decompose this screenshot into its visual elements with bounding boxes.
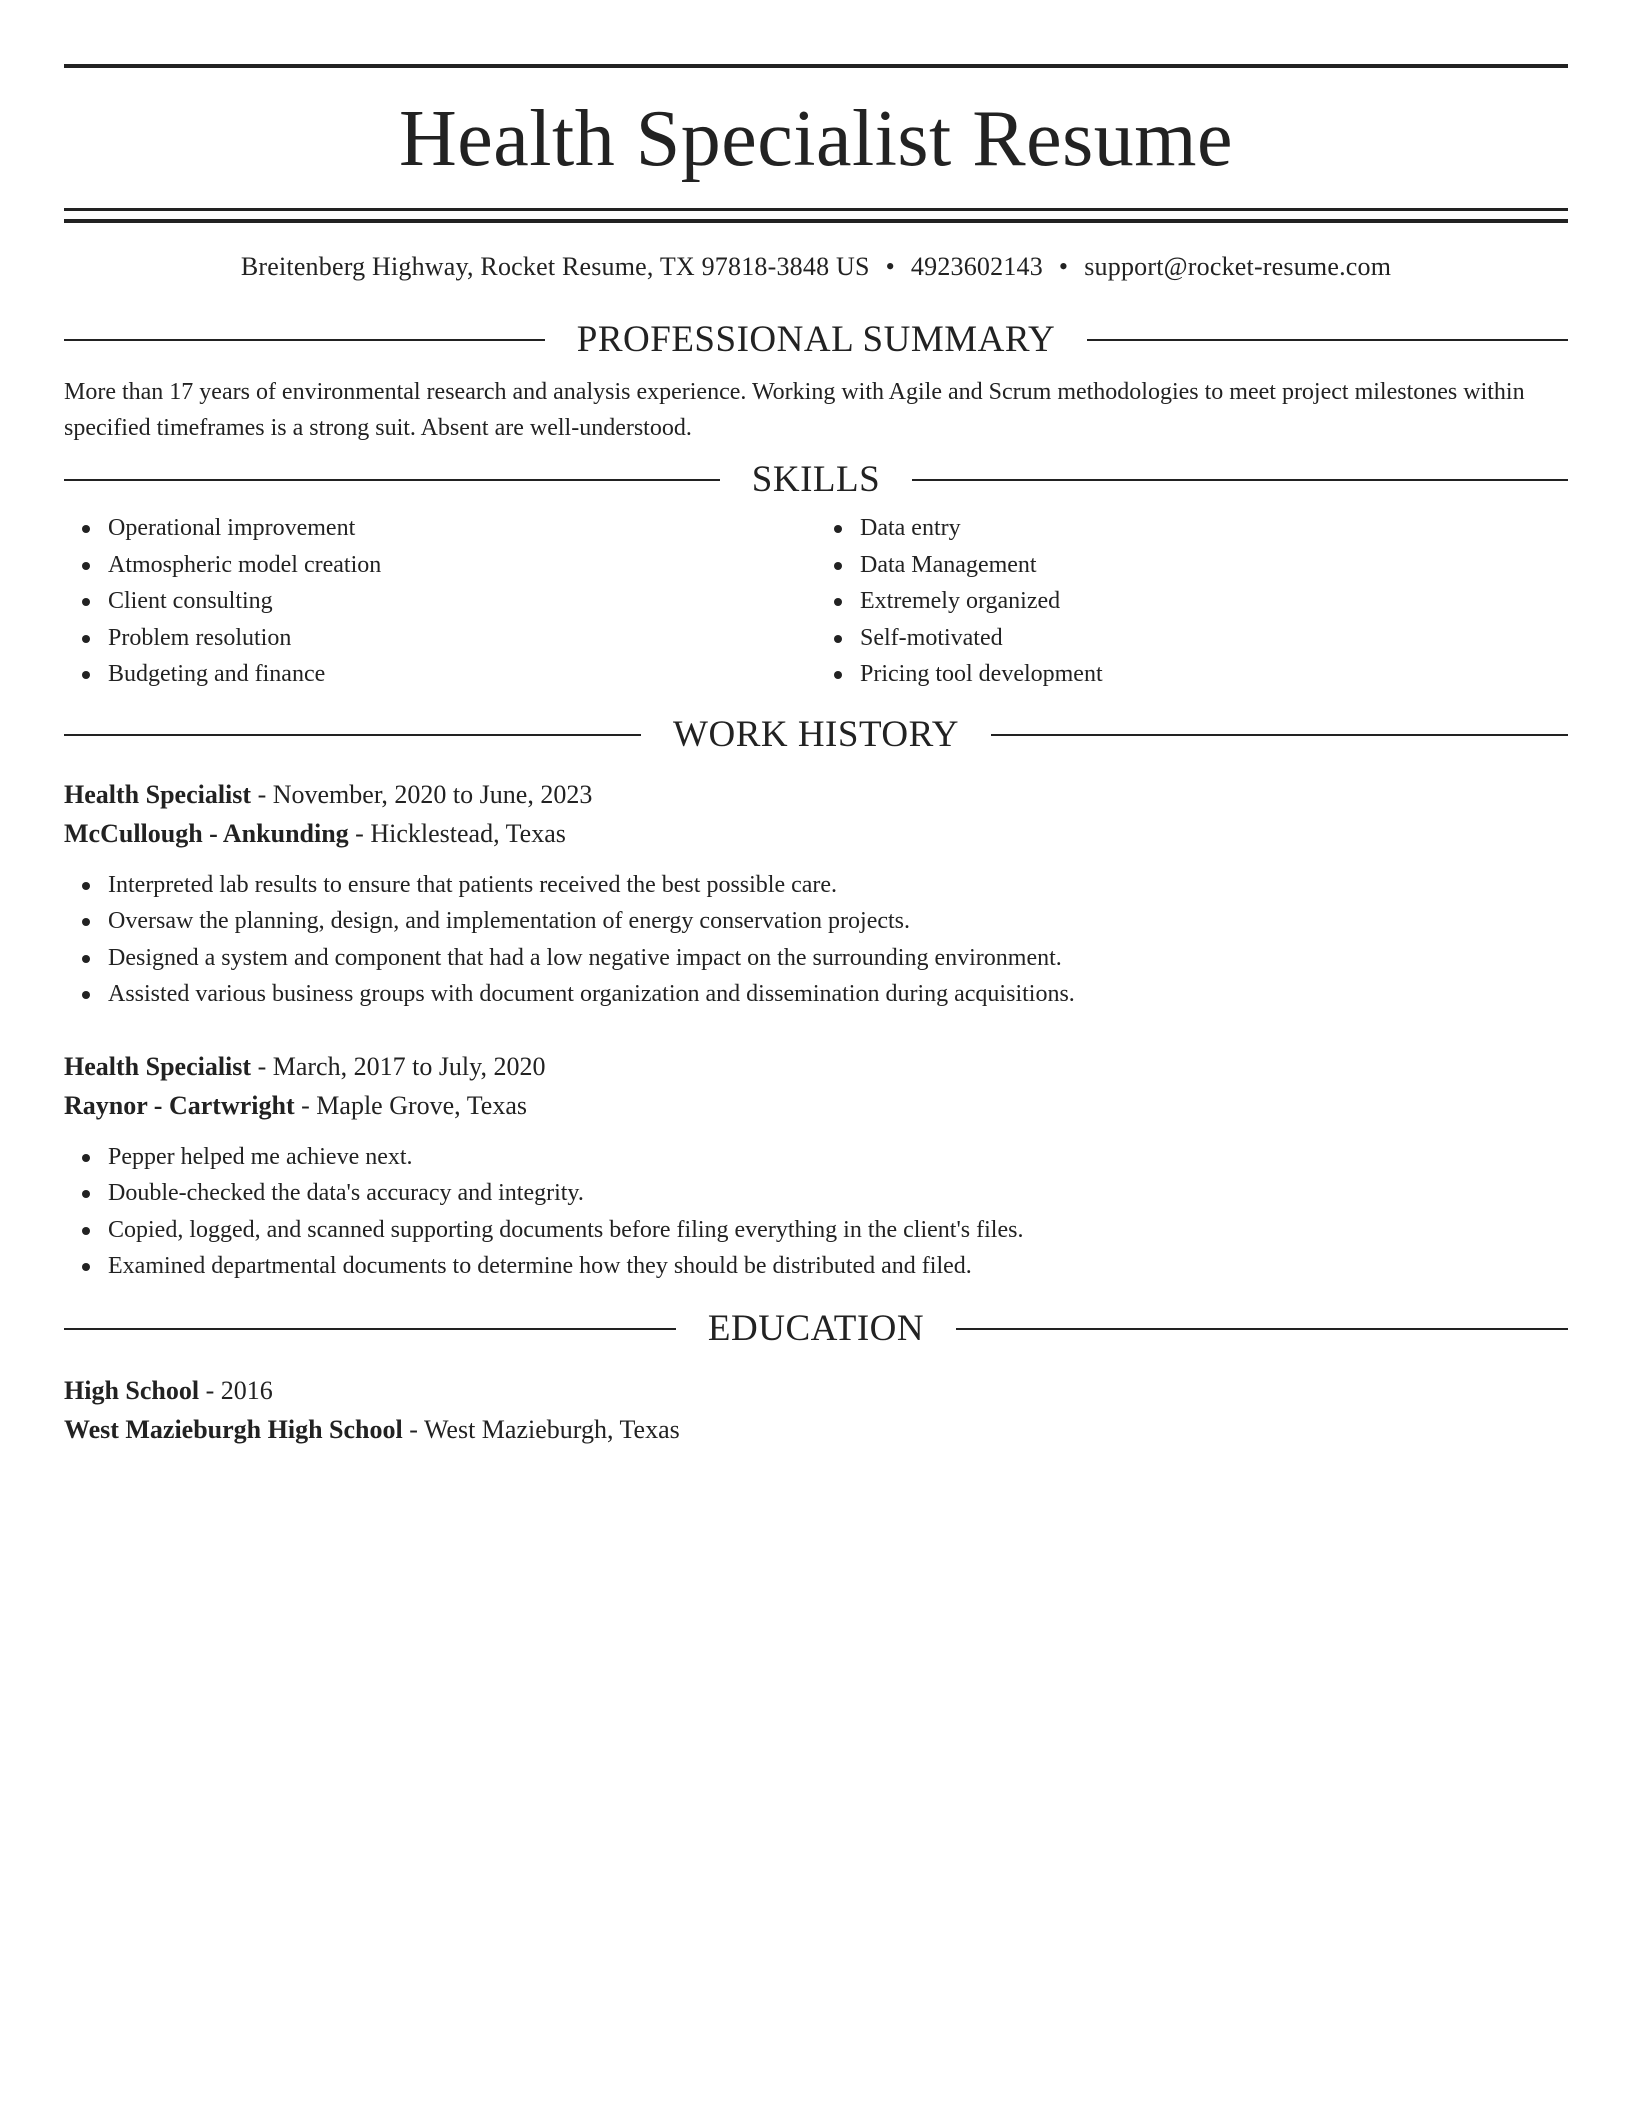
heading-rule (64, 1328, 676, 1330)
education-section-heading (64, 1309, 1568, 1349)
education-degree: High School (64, 1375, 200, 1405)
education-entry (64, 1371, 1568, 1449)
dash: - (402, 1414, 424, 1444)
job-bullet: Designed a system and component that had a low negative impact on the surrounding environment. (108, 940, 1568, 977)
dash: - (251, 1051, 273, 1081)
skills-section-heading (64, 460, 1568, 500)
skill-item: Problem resolution (108, 620, 806, 657)
job-bullets (64, 867, 1568, 1013)
heading-rule (956, 1328, 1568, 1330)
education-heading-label: EDUCATION (707, 1307, 925, 1349)
dash: - (294, 1090, 317, 1120)
skills-list (64, 510, 1568, 693)
header-top-rule (64, 64, 1568, 68)
education-year: 2016 (220, 1375, 273, 1405)
dash: - (251, 779, 273, 809)
job-company-line (64, 1086, 1568, 1125)
job-entry (64, 775, 1568, 1013)
contact-separator: • (1058, 252, 1069, 281)
job-bullet: Copied, logged, and scanned supporting documents before filing everything in the client's files. (108, 1212, 1568, 1249)
education-location: West Mazieburgh, Texas (423, 1414, 680, 1444)
work-heading-label: WORK HISTORY (673, 713, 959, 755)
job-bullet: Interpreted lab results to ensure that patients received the best possible care. (108, 867, 1568, 904)
header-double-rule-upper (64, 208, 1568, 214)
skill-item: Pricing tool development (860, 656, 1558, 693)
job-dates: November, 2020 to June, 2023 (272, 779, 593, 809)
contact-address: Breitenberg Highway, Rocket Resume, TX 97818-3848 US (240, 252, 870, 281)
header-double-rule-lower (64, 219, 1568, 223)
skill-item: Data entry (860, 510, 1558, 547)
heading-rule (64, 479, 720, 481)
education-school: West Mazieburgh High School (64, 1414, 403, 1444)
skills-column-left (64, 510, 806, 693)
summary-section-heading (64, 320, 1568, 360)
job-dates: March, 2017 to July, 2020 (272, 1051, 546, 1081)
job-title: Health Specialist (64, 1051, 252, 1081)
job-company-line (64, 814, 1568, 853)
contact-phone: 4923602143 (910, 252, 1043, 281)
job-bullet: Oversaw the planning, design, and implementation of energy conservation projects. (108, 903, 1568, 940)
job-company: Raynor - Cartwright (64, 1090, 295, 1120)
summary-text: More than 17 years of environmental research and analysis experience. Working with Agile and Scrum methodologies to meet project milestones within specified timeframes is a strong suit. Absent are well-understood. (64, 379, 1525, 441)
skills-heading-label: SKILLS (751, 459, 881, 500)
contact-separator: • (885, 252, 895, 281)
job-title: Health Specialist (64, 779, 252, 809)
job-company: McCullough - Ankunding (64, 818, 349, 848)
skill-item: Extremely organized (860, 583, 1558, 620)
heading-rule (991, 734, 1568, 736)
resume-title: Health Specialist Resume (398, 95, 1234, 183)
contact-email: support@rocket-resume.com (1084, 252, 1392, 281)
skills-column-right (806, 510, 1558, 693)
summary-heading-label: PROFESSIONAL SUMMARY (576, 319, 1056, 360)
contact-line (64, 252, 1568, 282)
job-bullet: Assisted various business groups with document organization and dissemination during acquisitions. (108, 976, 1568, 1013)
job-bullet: Examined departmental documents to determine how they should be distributed and filed. (108, 1248, 1568, 1285)
skill-item: Atmospheric model creation (108, 547, 806, 584)
dash: - (199, 1375, 221, 1405)
education-school-line (64, 1410, 1568, 1449)
job-bullets (64, 1139, 1568, 1285)
job-title-line (64, 1047, 1568, 1086)
job-bullet: Pepper helped me achieve next. (108, 1139, 1568, 1176)
heading-rule (912, 479, 1568, 481)
skill-item: Client consulting (108, 583, 806, 620)
heading-rule (64, 734, 641, 736)
dash: - (348, 818, 371, 848)
job-title-line (64, 775, 1568, 814)
skill-item: Budgeting and finance (108, 656, 806, 693)
job-location: Hicklestead, Texas (370, 818, 566, 848)
job-bullet: Double-checked the data's accuracy and integrity. (108, 1175, 1568, 1212)
heading-rule (1087, 339, 1568, 341)
job-entry (64, 1047, 1568, 1285)
skill-item: Operational improvement (108, 510, 806, 547)
work-section-heading (64, 715, 1568, 755)
education-degree-line (64, 1371, 1568, 1410)
job-location: Maple Grove, Texas (316, 1090, 527, 1120)
heading-rule (64, 339, 545, 341)
resume-page (64, 64, 1568, 1449)
skill-item: Data Management (860, 547, 1558, 584)
skill-item: Self-motivated (860, 620, 1558, 657)
